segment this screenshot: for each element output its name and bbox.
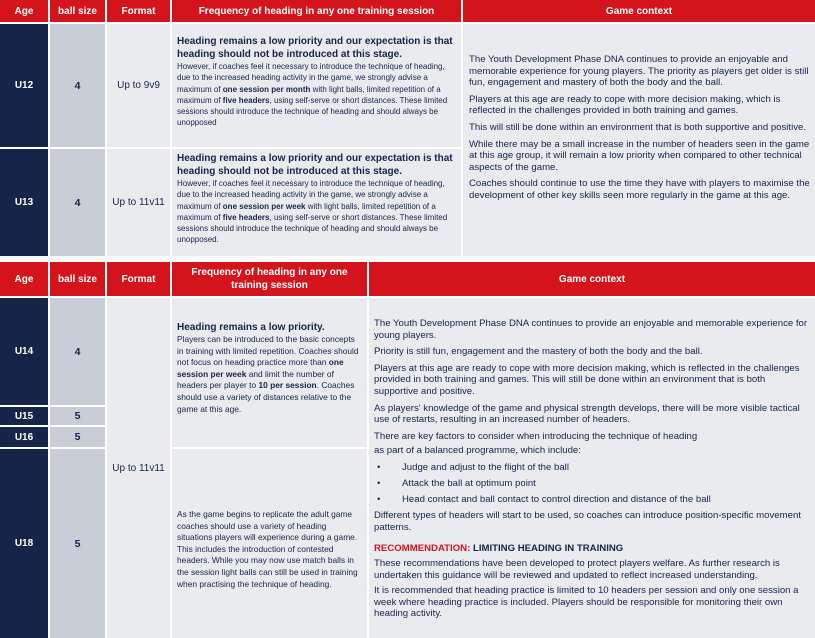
- header-game-context: Game context: [463, 0, 815, 22]
- age-cell-u18: U18: [0, 449, 48, 638]
- ball-size-cell-u12: 4: [50, 24, 105, 147]
- ball-size-cell-u15: 5: [50, 407, 105, 425]
- context-paragraph: as part of a balanced programme, which include:: [374, 445, 581, 457]
- context-paragraph: Players at this age are ready to cope with more decision making, which is reflected in the challenges provided in both training and games.: [469, 93, 781, 117]
- game-context-cell-1: [463, 24, 815, 256]
- frequency-text-u13: However, if coaches feel it necessary to introduce the technique of heading, due to the increased heading activity in the game, we strongly advise a maximum of one session per week with light balls, limited repetition of a maximum of five headers, using self-serve or short distances. These limited sessions should introduce the technique of heading and should always be unopposed.: [177, 179, 448, 245]
- format-cell-u13: Up to 11v11: [107, 149, 170, 256]
- header-frequency: Frequency of heading in any one training session: [172, 262, 367, 296]
- header-game-context: Game context: [369, 262, 815, 296]
- header-format: Format: [107, 0, 170, 22]
- recommendation-heading: RECOMMENDATION: LIMITING HEADING IN TRAINING: [374, 543, 624, 555]
- header-frequency: Frequency of heading in any one training session: [172, 0, 461, 22]
- frequency-heading-u12: Heading remains a low priority and our expectation is that heading should not be introduced at this stage.: [177, 36, 453, 60]
- age-cell-u13: U13: [0, 149, 48, 256]
- frequency-text-u12: However, if coaches feel it necessary to introduce the technique of heading, due to the increased heading activity in the game, we strongly advise a maximum of one session per month with light balls, limited repetition of a maximum of five headers, using self-serve or short distances. These limited sessions should introduce the technique of heading and should always be unopposed: [177, 62, 448, 128]
- ball-size-cell-u18: 5: [50, 449, 105, 638]
- header-format: Format: [107, 262, 170, 296]
- frequency-cell-u13: [172, 149, 461, 256]
- age-cell-u12: U12: [0, 24, 48, 147]
- context-paragraph: The Youth Development Phase DNA continues to provide an enjoyable and memorable experience for young players.: [374, 318, 808, 341]
- context-paragraph: While there may be a small increase in the number of headers seen in the game at this age group, it will remain a low priority when compared to other technical aspects of the game.: [469, 138, 810, 173]
- context-paragraph: There are key factors to consider when introducing the technique of heading: [374, 430, 698, 442]
- age-cell-u14: U14: [0, 298, 48, 405]
- ball-size-cell-u16: 5: [50, 427, 105, 447]
- format-cell-u12: Up to 9v9: [107, 24, 170, 147]
- frequency-cell-u14-u16: [172, 298, 367, 447]
- context-paragraph: Players at this age are ready to cope with more decision making, which is reflected in the challenges provided in both training and games. This will still be done within an environment that is both supportive and positive.: [374, 362, 800, 397]
- context-paragraph: As players' knowledge of the game and physical strength develops, there will be more visible tactical use of restarts, resulting in an increased number of headers.: [374, 402, 800, 426]
- context-paragraph: Different types of headers will start to be used, so coaches can introduce position-specific movement patterns.: [374, 510, 801, 533]
- game-context-cell-2: [369, 298, 815, 638]
- key-factors-list: [374, 462, 811, 506]
- frequency-cell-u18: [172, 449, 367, 638]
- header-ball-size: ball size: [50, 262, 105, 296]
- context-paragraph: These recommendations have been developed to protect players welfare. As further research is undertaken this guidance will be reviewed and updated to reflect increased understanding.: [374, 558, 780, 581]
- list-item: • Head contact and ball contact to control direction and distance of the ball: [374, 494, 811, 506]
- frequency-heading-u14: Heading remains a low priority.: [177, 322, 325, 333]
- context-paragraph: The Youth Development Phase DNA continues to provide an enjoyable and memorable experience for young players. The priority as players get older is still fun, engagement and mastery of both the body and the ball.: [469, 54, 809, 89]
- list-item: • Judge and adjust to the flight of the ball: [374, 462, 811, 474]
- frequency-cell-u12: [172, 24, 461, 147]
- header-age: Age: [0, 262, 48, 296]
- list-item: • Attack the ball at optimum point: [374, 478, 811, 490]
- header-age: Age: [0, 0, 48, 22]
- ball-size-cell-u14: 4: [50, 298, 105, 405]
- age-cell-u16: U16: [0, 427, 48, 447]
- frequency-text-u14: Players can be introduced to the basic concepts in training with limited repetition. Coaches should not focus on heading practice more than one session per week and limit the number of headers per player to 10 per session. Coaches should use a variety of distances relative to the game at this age.: [177, 334, 359, 414]
- frequency-heading-u13: Heading remains a low priority and our expectation is that heading should not be introduced at this stage.: [177, 153, 453, 177]
- context-paragraph: This will still be done within an environment that is both supportive and positive.: [469, 121, 807, 133]
- header-ball-size: ball size: [50, 0, 105, 22]
- context-paragraph: Priority is still fun, engagement and the mastery of both the body and the ball.: [374, 346, 703, 358]
- ball-size-cell-u13: 4: [50, 149, 105, 256]
- context-paragraph: It is recommended that heading practice is limited to 10 headers per session and only one session a week where heading practice is included. Players should be responsible for monitoring their own heading activity.: [374, 585, 799, 620]
- format-cell-merged: Up to 11v11: [107, 298, 170, 638]
- frequency-text-u18: As the game begins to replicate the adult game coaches should use a variety of heading situations players will experience during a game. This includes the introduction of contested headers. While you may now use match balls in the session light balls can still be used in training when practising the technique of heading.: [177, 509, 358, 589]
- context-paragraph: Coaches should continue to use the time they have with players to maximise the development of other key skills seen more regularly in the game at this age.: [469, 178, 810, 201]
- age-cell-u15: U15: [0, 407, 48, 425]
